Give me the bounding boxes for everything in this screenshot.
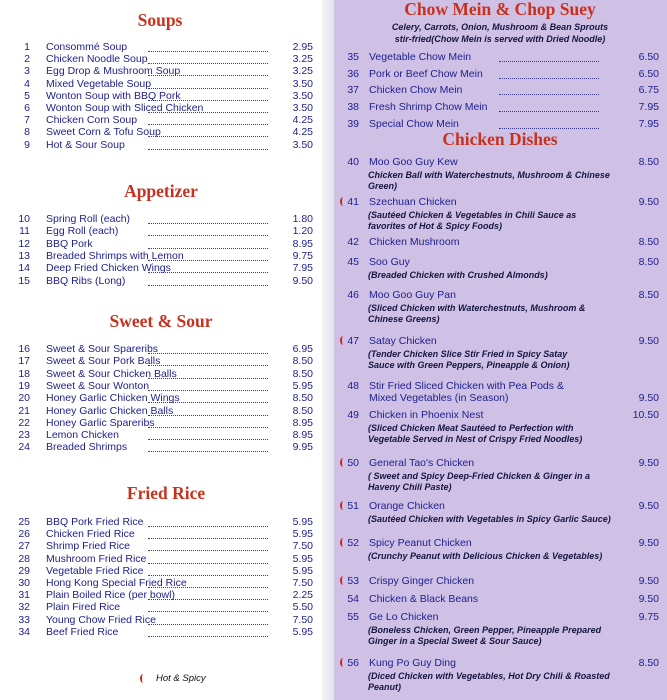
menu-item: [8, 90, 316, 103]
item-price: 3.50: [292, 102, 313, 114]
item-description: Chicken Ball with Waterchestnuts, Mushroom & Chinese: [368, 170, 610, 180]
item-name: Soo Guy: [369, 256, 410, 268]
menu-item: [334, 657, 667, 670]
dot-leader: [148, 149, 268, 150]
menu-item: [8, 516, 316, 529]
dot-leader: [148, 427, 268, 428]
menu-item: [8, 565, 316, 578]
item-price: 8.50: [292, 367, 313, 380]
menu-item: [8, 225, 316, 238]
menu-item: [8, 213, 316, 226]
item-number: 35: [347, 51, 359, 63]
dot-leader: [148, 550, 268, 551]
item-price: 1.80: [292, 213, 313, 225]
item-number: 11: [19, 225, 30, 238]
item-price: 5.95: [292, 516, 313, 528]
dot-leader: [148, 51, 268, 52]
item-description: Vegetable Served in Nest of Crispy Fried Noodles): [368, 434, 583, 444]
dot-leader: [148, 599, 268, 600]
item-description: Peanut): [368, 682, 402, 692]
item-number: 52: [347, 537, 359, 549]
item-name: Moo Goo Guy Pan: [369, 289, 456, 301]
chicken-dishes-title: Chicken Dishes: [442, 129, 558, 149]
item-price: 7.95: [638, 117, 659, 130]
dot-leader: [148, 636, 268, 637]
item-number: 7: [24, 114, 30, 127]
dot-leader: [148, 451, 268, 452]
item-name: Spicy Peanut Chicken: [369, 537, 472, 549]
menu-item: [8, 53, 316, 66]
item-price: 5.95: [292, 552, 313, 565]
item-name: Sweet & Sour Pork Balls: [46, 355, 161, 368]
dot-leader: [148, 260, 268, 261]
item-price: 8.50: [638, 156, 659, 168]
item-number: 38: [347, 101, 359, 114]
item-name: Stir Fried Sliced Chicken with Pea Pods &: [369, 380, 564, 392]
item-number: 18: [18, 367, 30, 380]
menu-item: [8, 577, 316, 590]
item-number: 9: [24, 138, 30, 151]
menu-item: [334, 611, 667, 624]
item-price: 8.95: [292, 237, 313, 250]
item-description: (Sliced Chicken with Waterchestnuts, Mushroom &: [368, 303, 586, 313]
dot-leader: [148, 587, 268, 588]
menu-item: [8, 238, 316, 251]
dot-leader: [148, 63, 268, 64]
menu-item: [8, 78, 316, 91]
item-number: 29: [18, 564, 30, 577]
item-description: (Sautéed Chicken with Vegetables in Spicy Garlic Sauce): [368, 514, 611, 524]
dot-leader: [148, 353, 268, 354]
item-name: Fresh Shrimp Chow Mein: [369, 101, 488, 114]
item-price: 7.50: [292, 613, 313, 626]
menu-item: [334, 51, 667, 64]
item-name: Pork or Beef Chow Mein: [369, 67, 483, 80]
menu-item: [8, 540, 316, 553]
item-price: 8.95: [292, 429, 313, 442]
item-price: 8.50: [292, 404, 313, 417]
item-price: 3.50: [292, 77, 313, 90]
item-price: 6.50: [638, 51, 659, 63]
dot-leader: [148, 365, 268, 366]
item-name: Spring Roll (each): [46, 213, 131, 225]
item-price: 9.75: [292, 249, 313, 262]
item-name: BBQ Pork Fried Rice: [46, 516, 144, 528]
item-number: 54: [347, 593, 359, 605]
item-price: 7.50: [292, 540, 313, 553]
item-number: 3: [24, 65, 30, 78]
item-name: Chicken & Black Beans: [369, 593, 479, 605]
dot-leader: [499, 78, 599, 79]
item-number: 39: [347, 117, 359, 130]
menu-item: [8, 139, 316, 152]
item-number: 50: [347, 457, 359, 469]
chili-icon: [140, 674, 146, 683]
item-name: Honey Garlic Chicken Wings: [46, 392, 180, 405]
item-price: 8.50: [292, 355, 313, 368]
item-name: Consommé Soup: [46, 41, 128, 53]
item-number: 48: [347, 380, 359, 392]
item-price: 8.50: [638, 256, 659, 268]
item-name: Chicken Fried Rice: [46, 528, 135, 541]
item-price: 8.50: [292, 392, 313, 405]
chow-mein-title: Chow Mein & Chop Suey: [404, 0, 596, 19]
legend-label: Hot & Spicy: [156, 673, 206, 684]
menu-item: [8, 392, 316, 405]
item-name: Chicken Noodle Soup: [46, 53, 148, 66]
dot-leader: [148, 415, 268, 416]
menu-item: [334, 575, 667, 588]
item-price: 5.95: [292, 379, 313, 392]
menu-item: [334, 409, 667, 422]
item-description: Sauce with Green Peppers, Pineapple & Onion): [368, 360, 570, 370]
menu-item: [8, 614, 316, 627]
dot-leader: [148, 390, 268, 391]
menu-item: [8, 589, 316, 602]
menu-item: [8, 275, 316, 288]
dot-leader: [148, 136, 268, 137]
menu-item: [334, 593, 667, 606]
item-number: 2: [24, 53, 30, 66]
item-number: 10: [18, 213, 30, 225]
item-number: 5: [24, 89, 30, 102]
menu-item: [8, 102, 316, 115]
item-price: 6.95: [292, 343, 313, 355]
item-number: 13: [18, 249, 30, 262]
dot-leader: [148, 75, 268, 76]
item-number: 27: [18, 540, 30, 553]
item-name: Vegetable Fried Rice: [46, 564, 144, 577]
item-name: Sweet & Sour Wonton: [46, 379, 150, 392]
item-name: Breaded Shrimps with Lemon: [46, 249, 184, 262]
item-price: 4.25: [292, 114, 313, 127]
item-price: 7.50: [292, 577, 313, 589]
item-name: Chicken in Phoenix Nest: [369, 409, 484, 421]
item-name: Sweet & Sour Chicken Balls: [46, 367, 177, 380]
item-price: 3.25: [292, 53, 313, 66]
item-name: Plain Boiled Rice (per bowl): [46, 589, 175, 602]
item-name: Beef Fried Rice: [46, 625, 119, 638]
menu-item: [334, 289, 667, 302]
item-number: 16: [18, 343, 30, 355]
item-price: 9.50: [638, 500, 659, 512]
chow-mein-subtitle: stir-fried(Chow Mein is served with Dried Noodle): [394, 34, 606, 44]
item-name: BBQ Pork: [46, 237, 93, 250]
dot-leader: [148, 248, 268, 249]
item-price: 3.50: [292, 89, 313, 102]
item-name: Egg Drop & Mushroom Soup: [46, 65, 181, 78]
item-name: Lemon Chicken: [46, 429, 119, 442]
item-price: 6.75: [638, 84, 659, 97]
menu-item: [8, 368, 316, 381]
item-name: Chicken Mushroom: [369, 236, 460, 248]
menu-item: [8, 626, 316, 639]
item-description: Ginger in a Special Sweet & Sour Sauce): [368, 636, 542, 646]
item-price: 3.50: [292, 138, 313, 151]
item-number: 23: [18, 429, 30, 442]
item-price: 7.95: [638, 101, 659, 114]
item-name: Ge Lo Chicken: [369, 611, 439, 623]
dot-leader: [148, 272, 268, 273]
dot-leader: [148, 124, 268, 125]
menu-item: [8, 429, 316, 442]
item-name: Hong Kong Special Fried Rice: [46, 577, 187, 589]
menu-item: [8, 262, 316, 275]
dot-leader: [499, 94, 599, 95]
item-name: Chicken Corn Soup: [46, 114, 138, 127]
menu-item: [8, 355, 316, 368]
item-price: 2.25: [292, 589, 313, 602]
item-number: 4: [24, 77, 30, 90]
menu-item-line2: Mixed Vegetables (in Season): [369, 392, 509, 404]
dot-leader: [499, 111, 599, 112]
item-description: (Crunchy Peanut with Delicious Chicken & Vegetables): [368, 551, 603, 561]
item-name: Plain Fired Rice: [46, 601, 121, 614]
menu-item: [334, 196, 667, 209]
item-description: (Diced Chicken with Vegetables, Hot Dry Chili & Roasted: [368, 671, 610, 681]
dot-leader: [148, 285, 268, 286]
soups-title: Soups: [137, 10, 183, 30]
item-price: 10.50: [632, 409, 659, 421]
menu-item: [8, 417, 316, 430]
item-number: 12: [18, 237, 30, 250]
menu-item: [334, 500, 667, 513]
item-number: 17: [18, 355, 30, 368]
menu-item: [334, 256, 667, 269]
item-price: 5.95: [292, 564, 313, 577]
dot-leader: [148, 563, 268, 564]
item-description: (Breaded Chicken with Crushed Almonds): [368, 270, 548, 280]
item-price: 9.95: [292, 441, 313, 454]
item-name: Mushroom Fried Rice: [46, 552, 147, 565]
item-number: 22: [18, 416, 30, 429]
item-name: Deep Fried Chicken Wings: [46, 262, 171, 275]
item-price: 1.20: [292, 225, 313, 238]
column-divider: [322, 0, 334, 700]
item-number: 24: [18, 441, 30, 454]
menu-item: [334, 236, 667, 249]
item-name: Satay Chicken: [369, 335, 437, 347]
item-number: 47: [347, 335, 359, 347]
item-number: 15: [18, 274, 30, 287]
item-number: 56: [347, 657, 359, 669]
menu-item: [8, 528, 316, 541]
item-name: Orange Chicken: [369, 500, 445, 512]
item-name: BBQ Ribs (Long): [46, 274, 126, 287]
item-number: 40: [347, 156, 359, 168]
item-number: 33: [18, 613, 30, 626]
item-name: General Tao's Chicken: [369, 457, 475, 469]
item-description: favorites of Hot & Spicy Foods): [368, 221, 503, 231]
item-description: (Tender Chicken Slice Stir Fried in Spicy Satay: [368, 349, 568, 359]
item-number: 46: [347, 289, 359, 301]
item-price: 9.50: [638, 457, 659, 469]
item-number: 37: [347, 84, 359, 97]
item-name: Egg Roll (each): [46, 225, 119, 238]
menu-item: [8, 114, 316, 127]
item-description: Haveny Chili Paste): [368, 482, 452, 492]
item-description: Chinese Greens): [368, 314, 440, 324]
item-name: Sweet & Sour Spareribs: [46, 343, 159, 355]
item-price: 9.50: [638, 196, 659, 208]
item-name: Special Chow Mein: [369, 117, 459, 130]
sweet_sour-title: Sweet & Sour: [109, 311, 213, 331]
item-name: Shrimp Fried Rice: [46, 540, 131, 553]
item-number: 30: [18, 577, 30, 589]
chow-mein-subtitle: Celery, Carrots, Onion, Mushroom & Bean Sprouts: [391, 22, 609, 32]
item-price: 8.50: [638, 236, 659, 248]
appetizer-title: Appetizer: [124, 181, 198, 201]
item-price: 5.95: [292, 528, 313, 541]
dot-leader: [148, 223, 268, 224]
menu-item: [8, 380, 316, 393]
item-number: 14: [18, 262, 30, 275]
menu-item: [334, 335, 667, 348]
menu-item: [8, 343, 316, 356]
item-price: 2.95: [292, 41, 313, 53]
dot-leader: [148, 235, 268, 236]
menu-item: [8, 405, 316, 418]
item-name: Wonton Soup with BBQ Pork: [46, 89, 181, 102]
item-price: 9.75: [638, 611, 659, 623]
item-price: 6.50: [638, 67, 659, 80]
item-number: 1: [24, 41, 30, 53]
item-price: 8.95: [292, 416, 313, 429]
menu-item: [334, 457, 667, 470]
menu-item: [8, 250, 316, 263]
item-number: 53: [347, 575, 359, 587]
item-name: Young Chow Fried Rice: [46, 613, 156, 626]
menu-item: [334, 156, 667, 169]
item-number: 28: [18, 552, 30, 565]
item-number: 26: [18, 528, 30, 541]
menu-item: [8, 441, 316, 454]
item-number: 49: [347, 409, 359, 421]
item-description: Green): [368, 181, 398, 191]
item-name: Wonton Soup with Sliced Chicken: [46, 102, 204, 114]
item-price: 9.50: [638, 335, 659, 347]
item-description: (Sliced Chicken Meat Sautéed to Perfection with: [368, 423, 574, 433]
item-price: 9.50: [638, 593, 659, 605]
item-name: Moo Goo Guy Kew: [369, 156, 458, 168]
item-number: 25: [18, 516, 30, 528]
dot-leader: [148, 624, 268, 625]
dot-leader: [148, 378, 268, 379]
menu-item: [8, 553, 316, 566]
item-number: 45: [347, 256, 359, 268]
dot-leader: [148, 112, 268, 113]
item-name: Breaded Shrimps: [46, 441, 128, 454]
item-price: 5.50: [292, 601, 313, 614]
dot-leader: [148, 611, 268, 612]
item-number: 19: [18, 379, 30, 392]
menu-item: [8, 65, 316, 78]
item-name: Crispy Ginger Chicken: [369, 575, 475, 587]
dot-leader: [148, 575, 268, 576]
menu-item: [334, 84, 667, 97]
item-price: 4.25: [292, 126, 313, 139]
item-price: 9.50: [638, 575, 659, 587]
item-name: Vegetable Chow Mein: [369, 51, 472, 63]
menu-item: [8, 126, 316, 139]
item-price: 8.50: [638, 289, 659, 301]
item-number: 32: [18, 601, 30, 614]
menu-item: [334, 101, 667, 114]
item-price: 7.95: [292, 262, 313, 275]
menu-item: [334, 68, 667, 81]
item-name: Sweet Corn & Tofu Soup: [46, 126, 161, 139]
item-price: 9.50: [638, 537, 659, 549]
dot-leader: [148, 439, 268, 440]
item-name: Honey Garlic Spareribs: [46, 416, 155, 429]
item-description: (Boneless Chicken, Green Pepper, Pineapple Prepared: [368, 625, 602, 635]
item-number: 34: [18, 625, 30, 638]
item-description: ( Sweet and Spicy Deep-Fried Chicken & Ginger in a: [368, 471, 591, 481]
item-name: Kung Po Guy Ding: [369, 657, 456, 669]
item-number: 51: [347, 500, 359, 512]
item-price: 3.25: [292, 65, 313, 78]
item-number: 8: [24, 126, 30, 139]
item-number: 20: [18, 392, 30, 405]
dot-leader: [148, 88, 268, 89]
dot-leader: [499, 61, 599, 62]
item-description: (Sautéed Chicken & Vegetables in Chili Sauce as: [368, 210, 577, 220]
item-number: 6: [24, 102, 30, 114]
item-name: Honey Garlic Chicken Balls: [46, 404, 174, 417]
dot-leader: [148, 538, 268, 539]
item-name: Hot & Sour Soup: [46, 138, 125, 151]
item-price: 9.50: [638, 392, 659, 404]
item-name: Chicken Chow Mein: [369, 84, 463, 97]
menu-item: [8, 601, 316, 614]
dot-leader: [148, 526, 268, 527]
item-price: 5.95: [292, 625, 313, 638]
dot-leader: [148, 100, 268, 101]
item-number: 41: [347, 196, 359, 208]
item-price: 8.50: [638, 657, 659, 669]
item-number: 55: [347, 611, 359, 623]
item-number: 42: [347, 236, 359, 248]
item-name: Szechuan Chicken: [369, 196, 457, 208]
item-number: 31: [18, 589, 30, 602]
menu-item: [334, 537, 667, 550]
item-price: 9.50: [292, 274, 313, 287]
item-number: 36: [347, 67, 359, 80]
item-name: Mixed Vegetable Soup: [46, 77, 152, 90]
fried_rice-title: Fried Rice: [126, 483, 206, 503]
item-number: 21: [18, 404, 30, 417]
dot-leader: [148, 402, 268, 403]
menu-item: [8, 41, 316, 54]
